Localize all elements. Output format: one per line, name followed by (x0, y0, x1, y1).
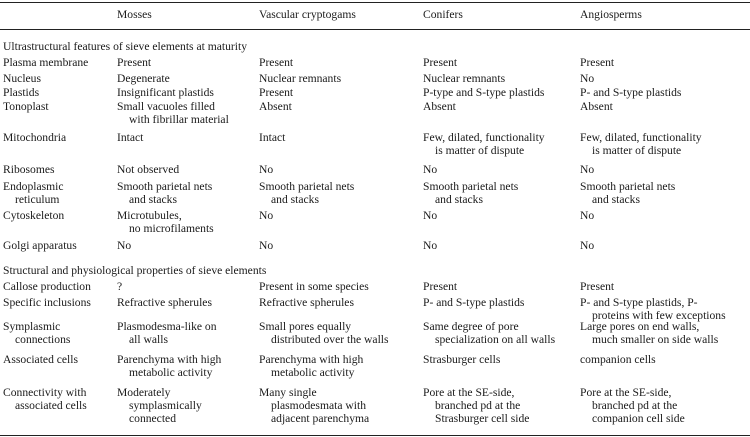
table-cell (117, 209, 214, 235)
cell-line: Present (580, 56, 615, 69)
cell-line: Present (259, 86, 294, 99)
cell-line: connected (129, 412, 176, 425)
table-cell (423, 86, 544, 99)
table-cell (423, 72, 505, 85)
table-cell (259, 56, 293, 69)
table-cell (580, 100, 613, 113)
cell-line: Pore at the SE-side, (423, 386, 515, 399)
table-bottom-rule (0, 435, 750, 436)
table-cell (259, 72, 341, 85)
cell-line: companion cells (580, 353, 656, 366)
cell-line: Refractive spherules (117, 296, 212, 309)
table-cell (580, 386, 685, 425)
cell-line: Present in some species (259, 280, 369, 293)
row-label (3, 239, 77, 252)
cell-line: Plastids (3, 86, 40, 99)
cell-line: reticulum (15, 193, 60, 206)
cell-line: proteins with few exceptions (592, 309, 726, 322)
row-label (3, 72, 41, 85)
table-cell (423, 56, 457, 69)
cell-line: adjacent parenchyma (271, 412, 370, 425)
table-cell (580, 72, 594, 85)
table-cell (117, 100, 229, 126)
table-cell (580, 86, 681, 99)
cell-line: Intact (259, 131, 286, 144)
cell-line: P- and S-type plastids, P- (580, 296, 698, 309)
cell-line: P-type and S-type plastids (423, 86, 545, 99)
cell-line: No (423, 239, 438, 252)
table-cell (259, 239, 273, 252)
table-cell (580, 320, 718, 346)
cell-line: Strasburger cells (423, 353, 501, 366)
cell-line: Intact (117, 131, 144, 144)
cell-line: Parenchyma with high (259, 353, 364, 366)
header-conifers: Conifers (423, 8, 463, 21)
cell-line: No (580, 239, 595, 252)
row-label (3, 386, 87, 412)
row-label (3, 280, 91, 293)
table-cell (423, 100, 456, 113)
cell-line: Nuclear remnants (423, 72, 506, 85)
cell-line: Callose production (3, 280, 91, 293)
cell-line: Parenchyma with high (117, 353, 222, 366)
table-cell (580, 296, 726, 322)
cell-line: Ribosomes (3, 163, 55, 176)
cell-line: plasmodesmata with (271, 399, 366, 412)
table-top-rule (0, 2, 750, 3)
row-label (3, 209, 64, 222)
table-cell (117, 320, 217, 346)
table-cell (423, 209, 437, 222)
cell-line: Symplasmic (3, 320, 61, 333)
cell-line: Plasma membrane (3, 56, 89, 69)
cell-line: Not observed (117, 163, 180, 176)
table-cell (259, 209, 273, 222)
cell-line: Pore at the SE-side, (580, 386, 672, 399)
table-cell (423, 353, 500, 366)
table-cell (580, 239, 594, 252)
cell-line: specialization on all walls (435, 333, 556, 346)
cell-line: Mitochondria (3, 131, 67, 144)
cell-line: Smooth parietal nets (580, 180, 676, 193)
cell-line: Same degree of pore (423, 320, 519, 333)
header-mosses: Mosses (117, 8, 152, 21)
row-label (3, 163, 55, 176)
cell-line: Nucleus (3, 72, 41, 85)
cell-line: No (423, 163, 438, 176)
cell-line: No (580, 163, 595, 176)
table-cell (423, 163, 437, 176)
table-cell (423, 239, 437, 252)
table-cell (423, 296, 524, 309)
cell-line: and stacks (435, 193, 483, 206)
table-cell (117, 180, 212, 206)
table-cell (580, 56, 614, 69)
header-angiosperms: Angiosperms (580, 8, 642, 21)
cell-line: Many single (259, 386, 317, 399)
section-title-structural-physiological: Structural and physiological properties of sieve elements (3, 264, 267, 277)
table-cell (580, 353, 656, 366)
cell-line: metabolic activity (129, 366, 213, 379)
row-label (3, 100, 49, 113)
cell-line: Associated cells (3, 353, 79, 366)
cell-line: branched pd at the (592, 399, 678, 412)
cell-line: Connectivity with (3, 386, 87, 399)
table-cell (117, 296, 212, 309)
cell-line: Endoplasmic (3, 180, 64, 193)
row-label (3, 131, 66, 144)
cell-line: No (423, 209, 438, 222)
table-cell (259, 296, 354, 309)
cell-line: much smaller on side walls (592, 333, 719, 346)
cell-line: Present (423, 280, 458, 293)
section-title-ultrastructural: Ultrastructural features of sieve elements at maturity (3, 40, 248, 53)
cell-line: Refractive spherules (259, 296, 354, 309)
cell-line: Smooth parietal nets (259, 180, 355, 193)
table-cell (117, 353, 221, 379)
table-cell (580, 131, 702, 157)
table-cell (117, 56, 151, 69)
cell-line: No (117, 239, 132, 252)
cell-line: No (580, 209, 595, 222)
cell-line: No (580, 72, 595, 85)
cell-line: Absent (259, 100, 292, 113)
table-cell (259, 386, 369, 425)
cell-line: Present (423, 56, 458, 69)
cell-line: associated cells (15, 399, 87, 412)
table-cell (259, 353, 363, 379)
row-label (3, 86, 39, 99)
table-cell (423, 280, 457, 293)
table-cell (259, 131, 285, 144)
table-cell (117, 280, 122, 293)
table-cell (117, 131, 143, 144)
cell-line: Plasmodesma-like on (117, 320, 217, 333)
cell-line: ? (117, 280, 123, 293)
cell-line: Small pores equally (259, 320, 352, 333)
table-cell (580, 163, 594, 176)
cell-line: companion cell side (592, 412, 685, 425)
cell-line: branched pd at the (435, 399, 521, 412)
cell-line: Present (117, 56, 152, 69)
table-cell (117, 239, 131, 252)
cell-line: metabolic activity (271, 366, 355, 379)
cell-line: No (259, 209, 274, 222)
cell-line: symplasmically (129, 399, 202, 412)
cell-line: Present (580, 280, 615, 293)
table-cell (259, 100, 292, 113)
table-cell (423, 386, 529, 425)
cell-line: and stacks (129, 193, 177, 206)
table-cell (580, 280, 614, 293)
cell-line: P- and S-type plastids (423, 296, 525, 309)
table-cell (423, 320, 555, 346)
table-cell (580, 209, 594, 222)
table-cell (423, 180, 518, 206)
cell-line: with fibrillar material (129, 113, 229, 126)
cell-line: all walls (129, 333, 168, 346)
cell-line: Nuclear remnants (259, 72, 342, 85)
row-label (3, 56, 88, 69)
table-cell (259, 163, 273, 176)
table-cell (259, 280, 369, 293)
cell-line: Specific inclusions (3, 296, 91, 309)
row-label (3, 320, 70, 346)
cell-line: No (259, 163, 274, 176)
table-cell (259, 320, 389, 346)
cell-line: Few, dilated, functionality (580, 131, 702, 144)
table-cell (580, 180, 675, 206)
table-cell (423, 131, 545, 157)
cell-line: Absent (580, 100, 613, 113)
cell-line: Smooth parietal nets (423, 180, 519, 193)
cell-line: is matter of dispute (435, 144, 525, 157)
cell-line: Degenerate (117, 72, 170, 85)
cell-line: distributed over the walls (271, 333, 389, 346)
table-cell (117, 386, 202, 425)
table-cell (117, 86, 214, 99)
table-cell (259, 180, 354, 206)
cell-line: and stacks (592, 193, 640, 206)
cell-line: Microtubules, (117, 209, 182, 222)
row-label (3, 353, 78, 366)
header-bottom-rule (0, 29, 750, 30)
cell-line: Few, dilated, functionality (423, 131, 545, 144)
table-cell (259, 86, 293, 99)
cell-line: Insignificant plastids (117, 86, 214, 99)
cell-line: Golgi apparatus (3, 239, 77, 252)
cell-line: No (259, 239, 274, 252)
cell-line: P- and S-type plastids (580, 86, 682, 99)
cell-line: Tonoplast (3, 100, 49, 113)
table-cell (117, 163, 179, 176)
cell-line: Small vacuoles filled (117, 100, 215, 113)
cell-line: Present (259, 56, 294, 69)
cell-line: connections (15, 333, 71, 346)
cell-line: no microfilaments (129, 222, 214, 235)
cell-line: and stacks (271, 193, 319, 206)
header-vascular-cryptogams: Vascular cryptogams (259, 8, 356, 21)
row-label (3, 180, 64, 206)
cell-line: Absent (423, 100, 456, 113)
cell-line: Cytoskeleton (3, 209, 65, 222)
cell-line: Strasburger cell side (435, 412, 530, 425)
cell-line: Smooth parietal nets (117, 180, 213, 193)
cell-line: is matter of dispute (592, 144, 682, 157)
cell-line: Large pores on end walls, (580, 320, 700, 333)
table-cell (117, 72, 170, 85)
cell-line: Moderately (117, 386, 171, 399)
row-label (3, 296, 91, 309)
